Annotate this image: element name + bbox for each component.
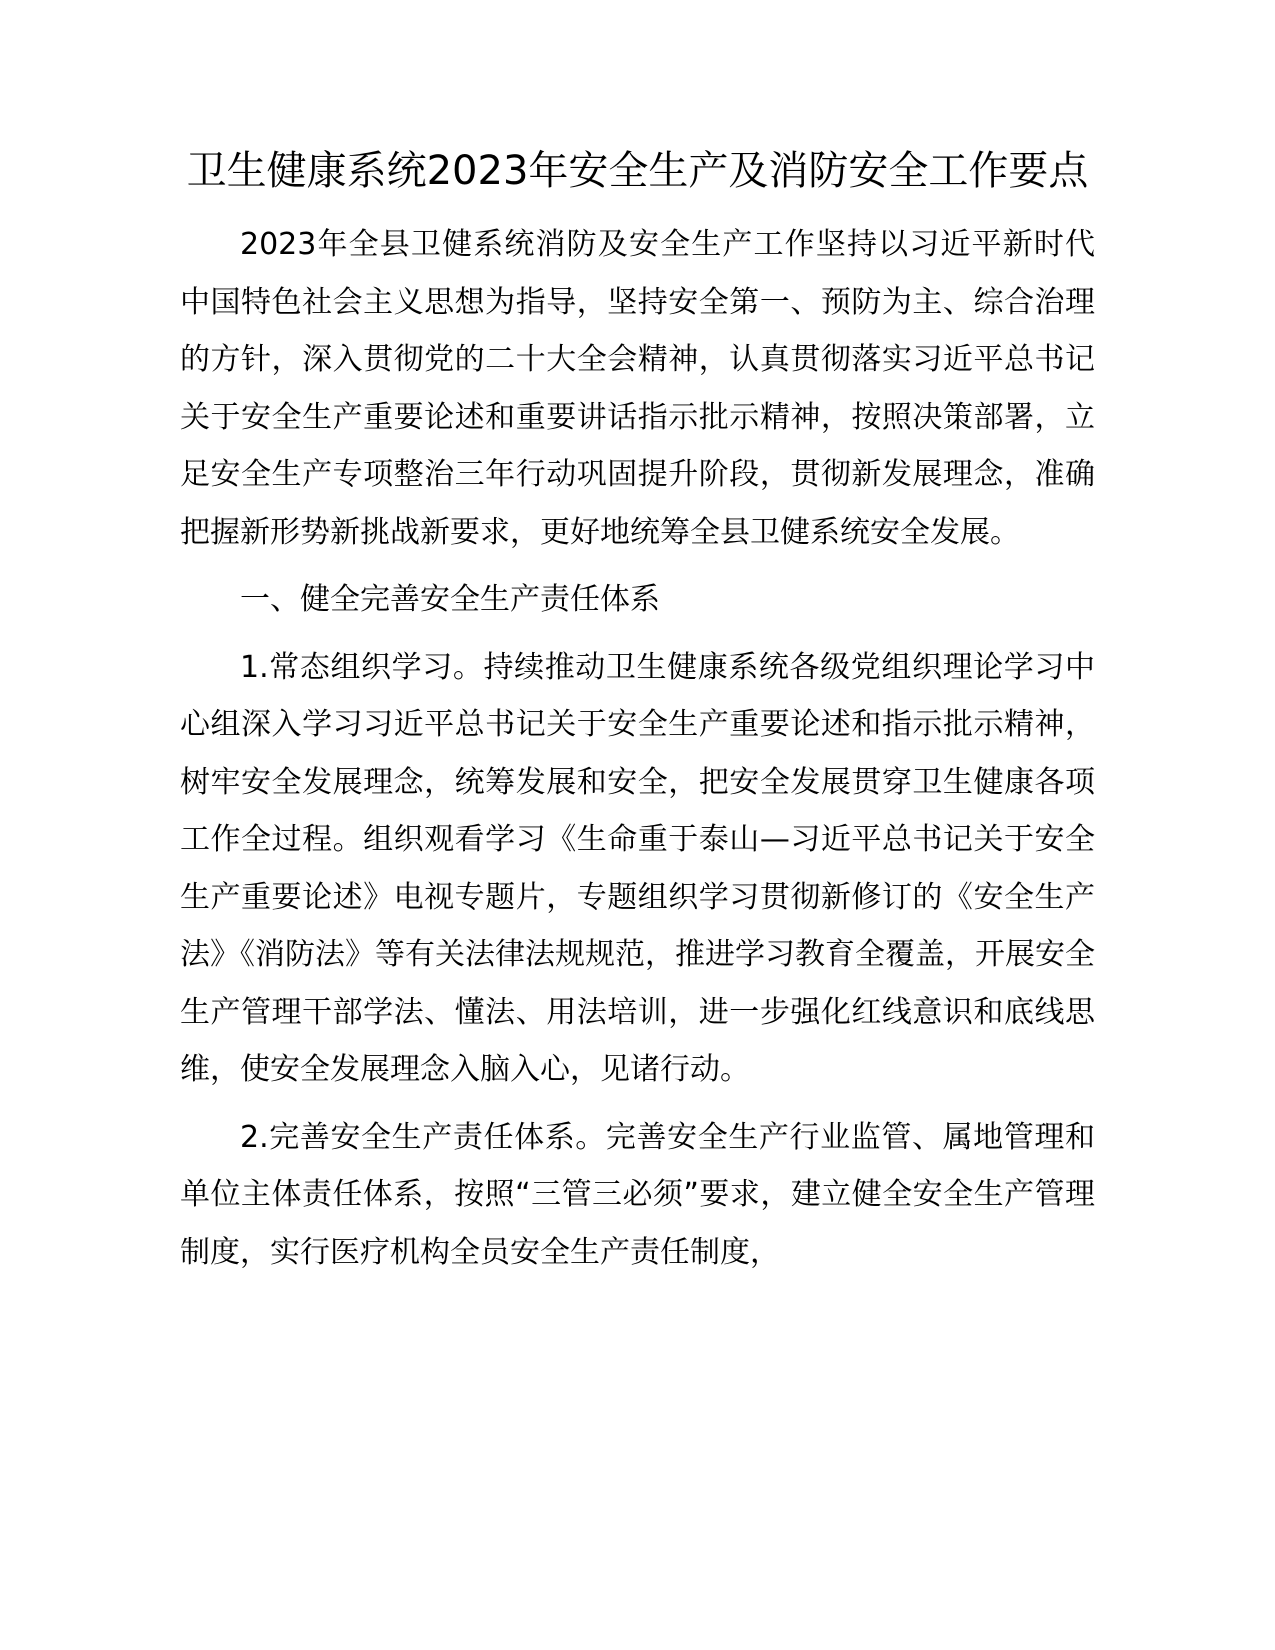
item-paragraph-1: 1.常态组织学习。持续推动卫生健康系统各级党组织理论学习中心组深入学习习近平总书记关于安全生产重要论述和指示批示精神，树牢安全发展理念，统筹发展和安全，把安全发展贯穿卫生健康各项工作全过程。组织观看学习《生命重于泰山—习近平总书记关于安全生产重要论述》电视专题片，专题组织学习贯彻新修订的《安全生产法》《消防法》等有关法律法规规范，推进学习教育全覆盖，开展安全生产管理干部学法、懂法、用法培训，进一步强化红线意识和底线思维，使安全发展理念入脑入心，见诸行动。: [180, 649, 1095, 1087]
document-page: [180, 140, 1095, 1281]
document-title: 卫生健康系统2023年安全生产及消防安全工作要点: [186, 148, 1089, 194]
item-paragraph-2: 2.完善安全生产责任体系。完善安全生产行业监管、属地管理和单位主体责任体系，按照“三管三必须”要求，建立健全安全生产管理制度，实行医疗机构全员安全生产责任制度，: [180, 1119, 1095, 1270]
section-heading: 一、健全完善安全生产责任体系: [240, 582, 660, 617]
intro-paragraph: 2023年全县卫健系统消防及安全生产工作坚持以习近平新时代中国特色社会主义思想为指导，坚持安全第一、预防为主、综合治理的方针，深入贯彻党的二十大全会精神，认真贯彻落实习近平总书记关于安全生产重要论述和重要讲话指示批示精神，按照决策部署，立足安全生产专项整治三年行动巩固提升阶段，贯彻新发展理念，准确把握新形势新挑战新要求，更好地统筹全县卫健系统安全发展。: [180, 227, 1095, 550]
